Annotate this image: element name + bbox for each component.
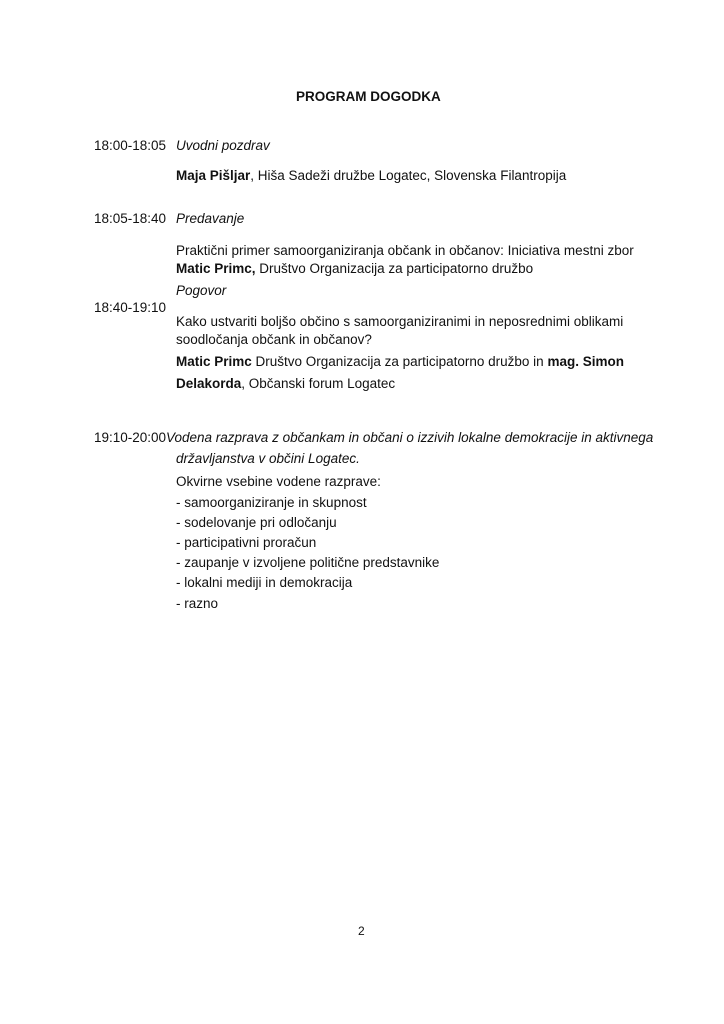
item-1-speaker: [176, 167, 566, 185]
item-3-line2: soodločanja občank in občanov?: [176, 332, 372, 347]
list-item: - razno: [176, 596, 219, 611]
item-3-time: 18:40-19:10: [94, 300, 167, 315]
speaker-affiliation: Društvo Organizacija za participatorno družbo in: [251, 354, 548, 369]
item-4-intro: Okvirne vsebine vodene razprave:: [176, 474, 381, 489]
speaker-name: Delakorda: [176, 376, 242, 391]
item-3-heading: Pogovor: [176, 283, 227, 298]
speaker-affiliation: , Občanski forum Logatec: [241, 376, 396, 391]
speaker-affiliation: Društvo Organizacija za participatorno družbo: [255, 261, 534, 276]
speaker-name: Matic Primc,: [176, 261, 256, 276]
item-4-heading-line1: Vodena razprava z občankam in občani o izzivih lokalne demokracije in aktivnega: [166, 430, 654, 445]
page-title: PROGRAM DOGODKA: [296, 89, 441, 104]
list-item: - sodelovanje pri odločanju: [176, 515, 337, 530]
list-item: - participativni proračun: [176, 535, 317, 550]
item-3-speaker-line2: [176, 375, 395, 393]
item-2-heading: Predavanje: [176, 211, 245, 226]
item-1-time: 18:00-18:05: [94, 138, 167, 153]
page-number: 2: [358, 924, 365, 938]
speaker-affiliation: , Hiša Sadeži družbe Logatec, Slovenska Filantropija: [250, 168, 567, 183]
item-4-time: 19:10-20:00: [94, 430, 167, 445]
item-3-speaker-line1: [176, 353, 624, 371]
speaker-name: Maja Pišljar: [176, 168, 251, 183]
item-4-heading-line2: državljanstva v občini Logatec.: [176, 451, 360, 466]
item-2-line1: Praktični primer samoorganiziranja občank in občanov: Iniciativa mestni zbor: [176, 243, 634, 258]
speaker-name: Matic Primc: [176, 354, 252, 369]
list-item: - lokalni mediji in demokracija: [176, 575, 353, 590]
item-3-line1: Kako ustvariti boljšo občino s samoorganiziranimi in neposrednimi oblikami: [176, 314, 624, 329]
item-2-speaker: [176, 260, 533, 278]
list-item: - zaupanje v izvoljene politične predstavnike: [176, 555, 440, 570]
item-1-heading: Uvodni pozdrav: [176, 138, 270, 153]
speaker-title: mag. Simon: [547, 354, 624, 369]
item-2-time: 18:05-18:40: [94, 211, 167, 226]
list-item: - samoorganiziranje in skupnost: [176, 495, 367, 510]
